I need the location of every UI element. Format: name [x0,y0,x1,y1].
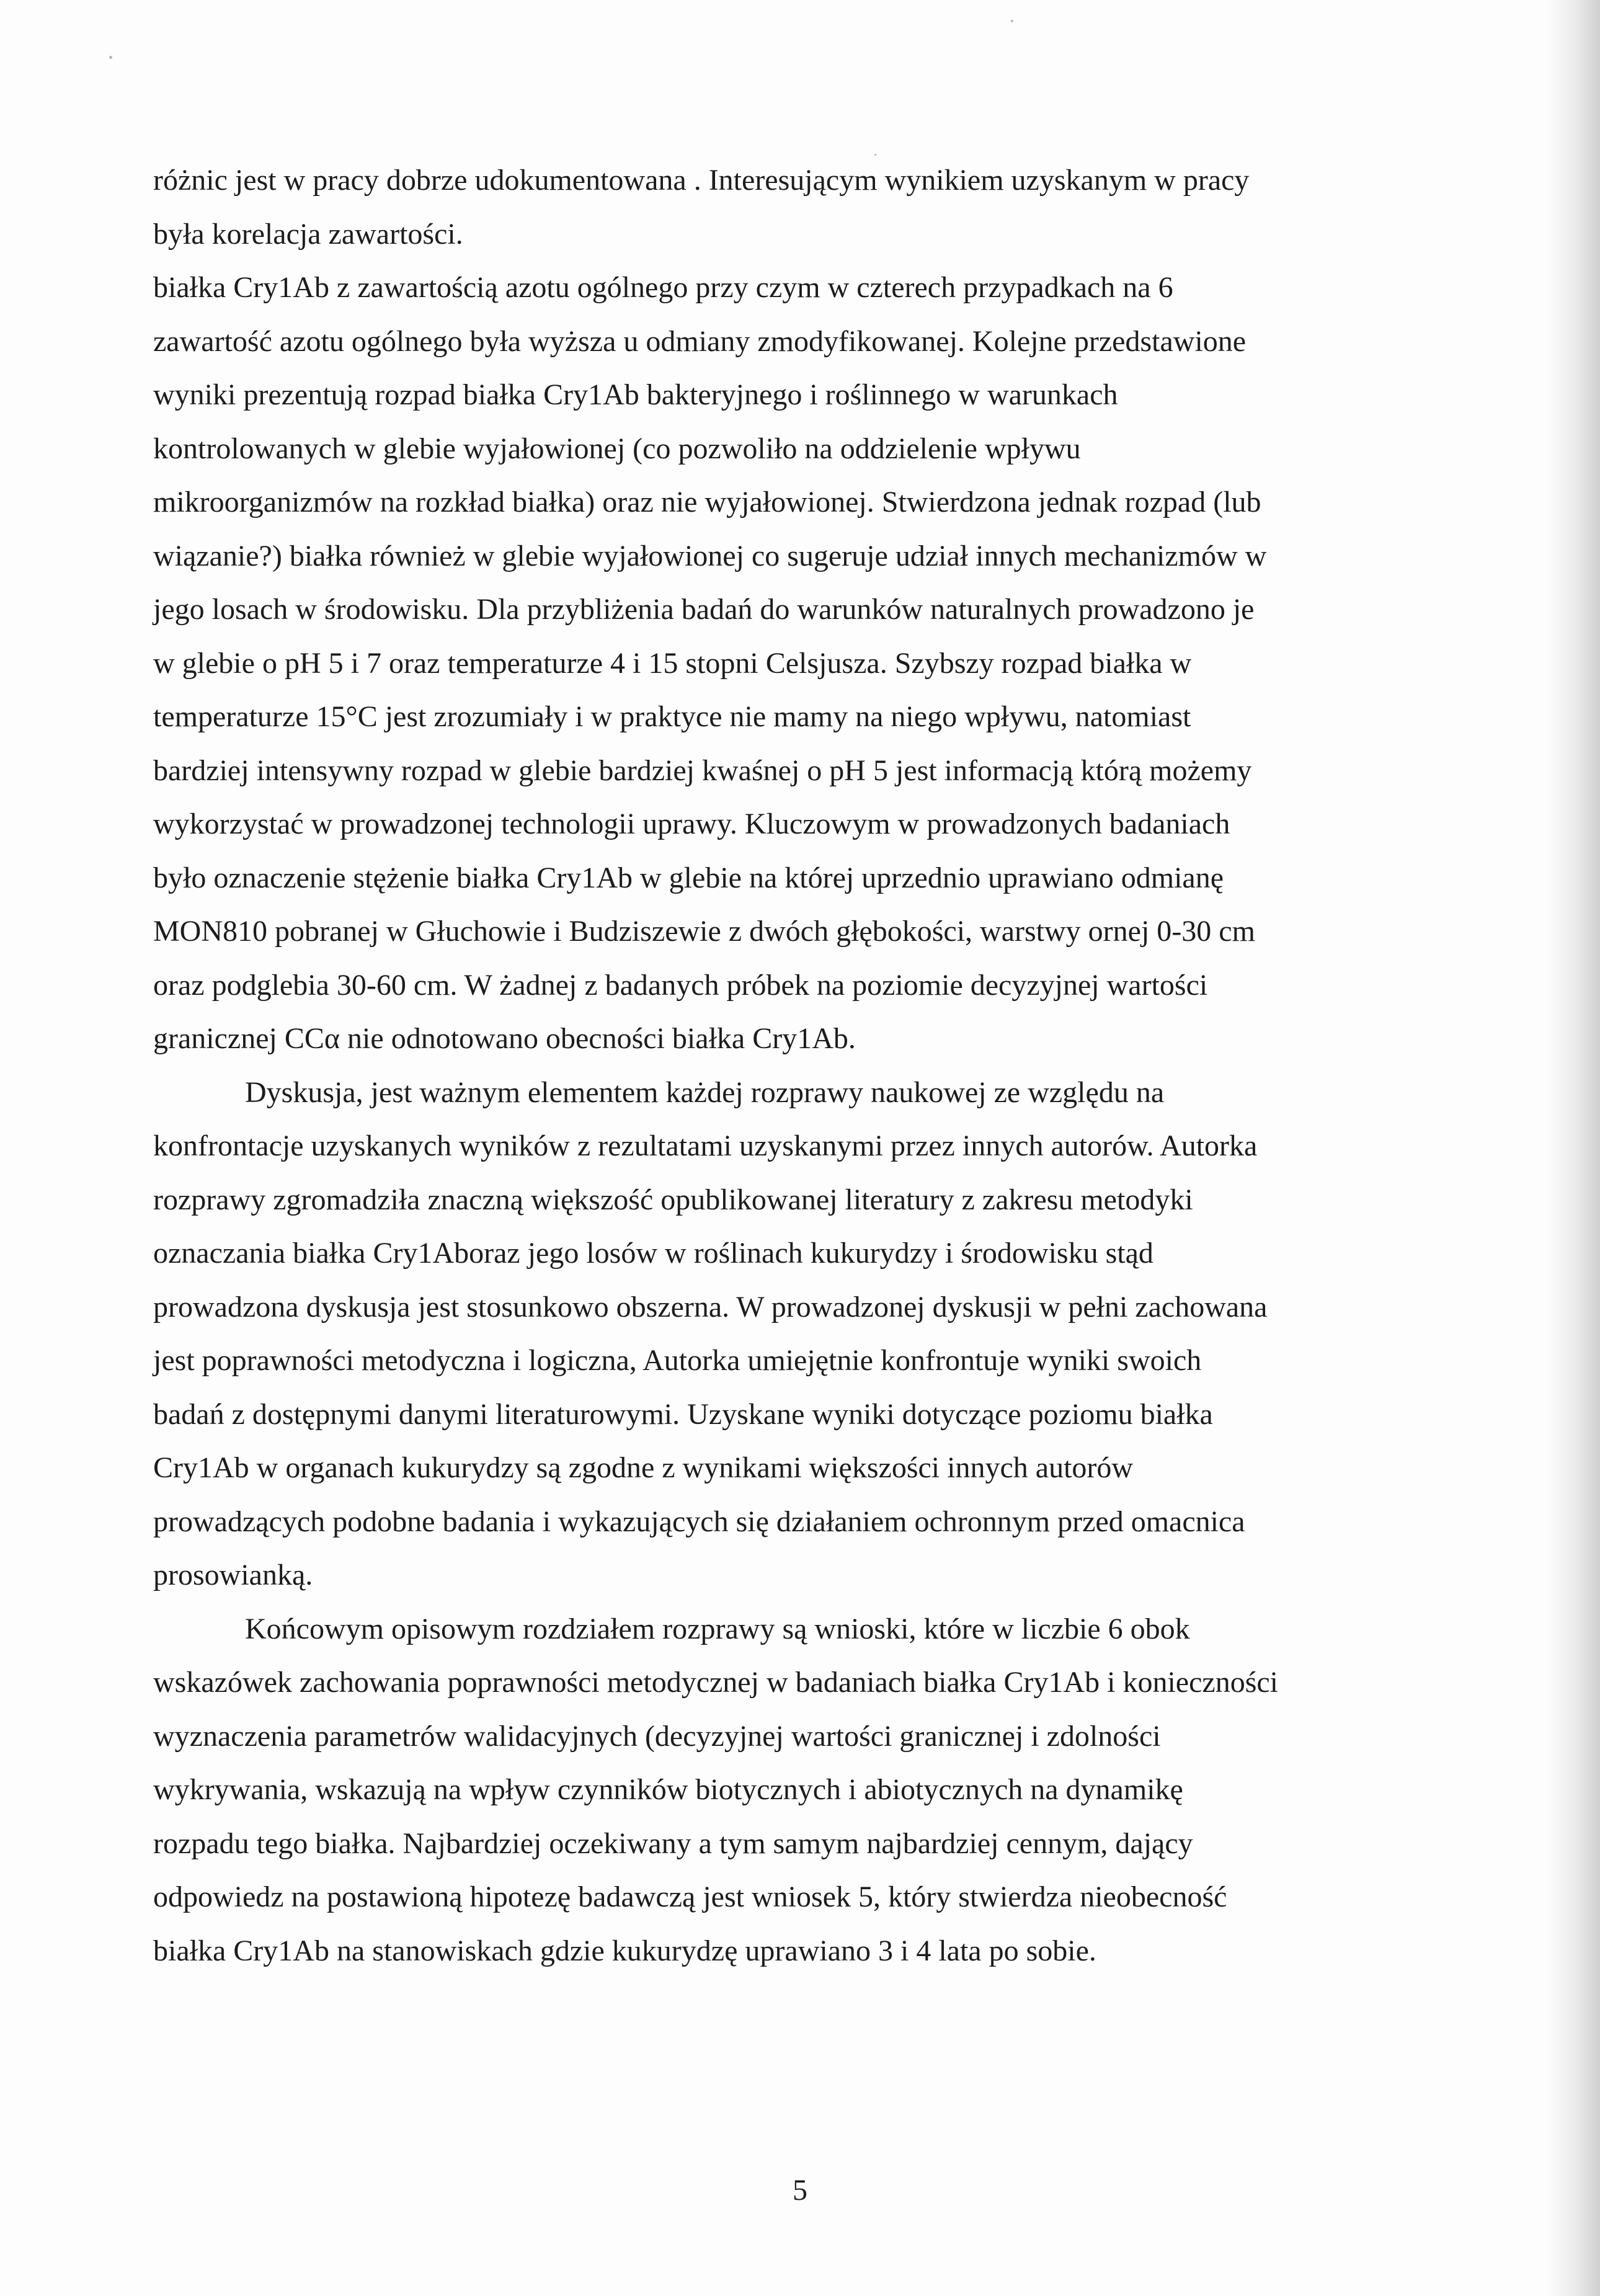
text-line: odpowiedz na postawioną hipotezę badawczą jest wniosek 5, który stwierdza nieobecność [153,1880,1227,1913]
text-line: konfrontacje uzyskanych wyników z rezultatami uzyskanymi przez innych autorów. Autorka [153,1129,1258,1162]
paragraph-start-line: Końcowym opisowym rozdziałem rozprawy są wnioski, które w liczbie 6 obok [245,1612,1190,1645]
text-line: MON810 pobranej w Głuchowie i Budziszewie z dwóch głębokości, warstwy ornej 0-30 cm [153,915,1255,948]
text-line: temperaturze 15°C jest zrozumiały i w praktyce nie mamy na niego wpływu, natomiast [153,700,1191,733]
text-line: białka Cry1Ab z zawartością azotu ogólnego przy czym w czterech przypadkach na 6 [153,271,1173,304]
text-line: prowadzona dyskusja jest stosunkowo obszerna. W prowadzonej dyskusji w pełni zachowana [153,1290,1268,1324]
text-line: badań z dostępnymi danymi literaturowymi. Uzyskane wyniki dotyczące poziomu białka [153,1397,1213,1431]
text-line: Cry1Ab w organach kukurydzy są zgodne z wynikami większości innych autorów [153,1451,1134,1484]
text-line: była korelacja zawartości. [153,217,463,251]
text-line: wskazówek zachowania poprawności metodycznej w badaniach białka Cry1Ab i konieczności [153,1666,1279,1699]
text-line: rozpadu tego białka. Najbardziej oczekiwany a tym samym najbardziej cennym, dający [153,1827,1193,1860]
scan-shadow-edge [1547,0,1600,2296]
text-line: bardziej intensywny rozpad w glebie bardziej kwaśnej o pH 5 jest informacją którą możemy [153,754,1252,787]
text-line: wyznaczenia parametrów walidacyjnych (decyzyjnej wartości granicznej i zdolności [153,1719,1161,1753]
text-line: wyniki prezentują rozpad białka Cry1Ab bakteryjnego i roślinnego w warunkach [153,378,1118,411]
text-line: prosowianką. [153,1559,313,1591]
paragraph-start-line: Dyskusja, jest ważnym elementem każdej rozprawy naukowej ze względu na [245,1075,1165,1109]
text-line: prowadzących podobne badania i wykazujących się działaniem ochronnym przed omacnica [153,1505,1245,1538]
scan-speck [1011,20,1013,22]
text-line: białka Cry1Ab na stanowiskach gdzie kukurydzę uprawiano 3 i 4 lata po sobie. [153,1934,1096,1967]
text-line: w glebie o pH 5 i 7 oraz temperaturze 4 i 15 stopni Celsjusza. Szybszy rozpad białka w [153,646,1192,680]
text-line: wykorzystać w prowadzonej technologii uprawy. Kluczowym w prowadzonych badaniach [153,808,1230,840]
text-line: rozprawy zgromadziła znaczną większość opublikowanej literatury z zakresu metodyki [153,1183,1193,1216]
text-line: jego losach w środowisku. Dla przybliżenia badań do warunków naturalnych prowadzono je [153,593,1255,626]
text-line: było oznaczenie stężenie białka Cry1Ab w glebie na której uprzednio uprawiano odmianę [153,861,1224,894]
text-line: kontrolowanych w glebie wyjałowionej (co pozwoliło na oddzielenie wpływu [153,432,1081,465]
text-line: oraz podglebia 30-60 cm. W żadnej z badanych próbek na poziomie decyzyjnej wartości [153,968,1208,1002]
text-line: oznaczania białka Cry1Aboraz jego losów w roślinach kukurydzy i środowisku stąd [153,1237,1153,1270]
text-line: zawartość azotu ogólnego była wyższa u odmiany zmodyfikowanej. Kolejne przedstawione [153,324,1247,358]
text-line: granicznej CCα nie odnotowano obecności białka Cry1Ab. [153,1022,856,1055]
text-line: jest poprawności metodyczna i logiczna, Autorka umiejętnie konfrontuje wyniki swoich [153,1344,1202,1377]
text-line: wykrywania, wskazują na wpływ czynników biotycznych i abiotycznych na dynamikę [153,1773,1183,1806]
text-line: mikroorganizmów na rozkład białka) oraz nie wyjałowionej. Stwierdzona jednak rozpad (lub [153,486,1261,518]
body-text [153,154,1449,1978]
page-number: 5 [793,2174,807,2207]
scan-speck [109,56,112,59]
text-line: różnic jest w pracy dobrze udokumentowana . Interesującym wynikiem uzyskanym w pracy [153,164,1250,197]
text-line: wiązanie?) białka również w glebie wyjałowionej co sugeruje udział innych mechanizmów w [153,539,1267,572]
